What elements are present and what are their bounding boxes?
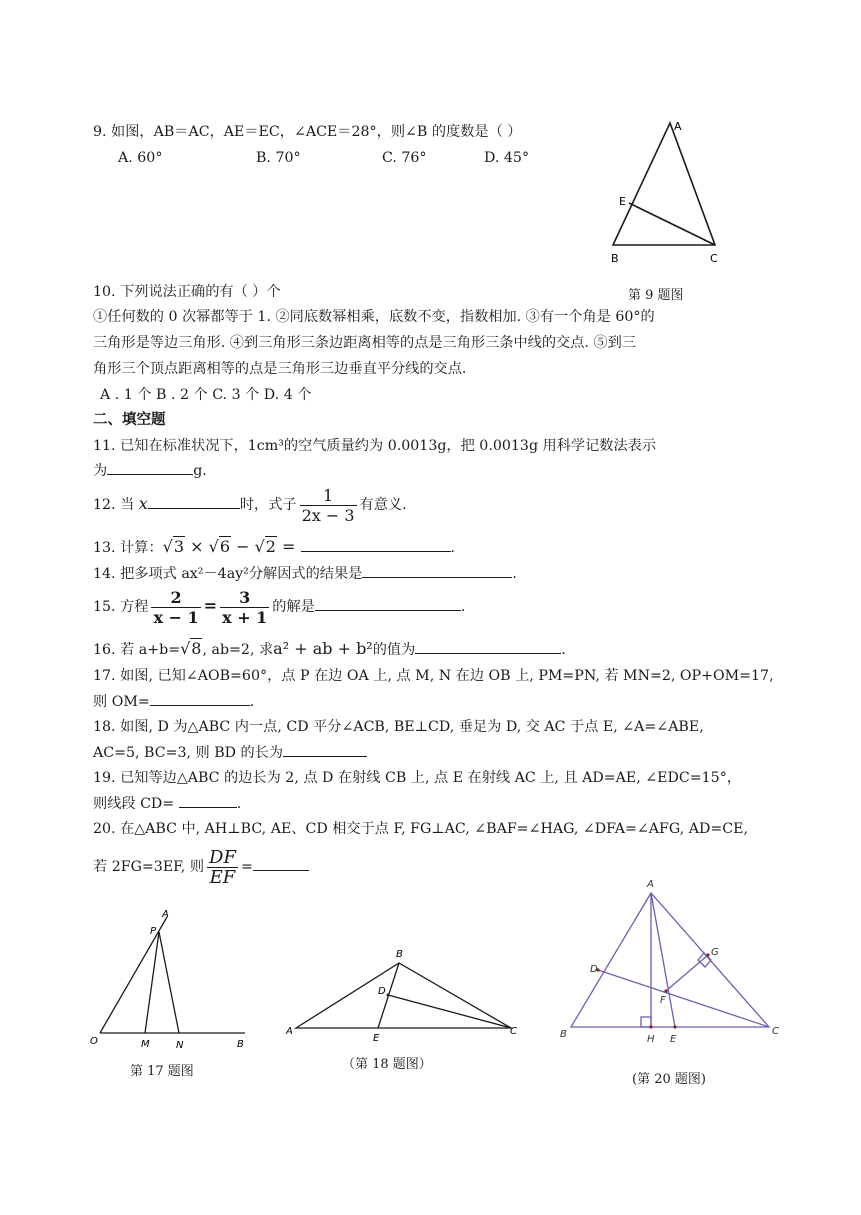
q20-triangle bbox=[571, 893, 769, 1027]
q20-label-d: D bbox=[590, 964, 598, 975]
q9-triangle bbox=[613, 123, 715, 245]
q18-label-d: D bbox=[378, 986, 386, 997]
q9-stem: 9. 如图，AB＝AC，AE＝EC，∠ACE＝28°，则∠B 的度数是（ ） bbox=[93, 124, 522, 140]
q18-line2: AC=5, BC=3, 则 BD 的长为 bbox=[93, 742, 367, 763]
q17-label-p: P bbox=[150, 926, 157, 937]
q15-fraction-left: $\frac{2}{x - 1}$ bbox=[153, 587, 199, 627]
q16-mid: , ab=2, 求 bbox=[202, 642, 274, 658]
q9-option-d: D. 45° bbox=[484, 150, 530, 166]
q20-figure bbox=[556, 875, 786, 1050]
q11-blank bbox=[107, 460, 193, 475]
q12-numerator: 1 bbox=[300, 486, 357, 506]
q18-label-a: A bbox=[286, 1026, 293, 1037]
q18-segment-cd bbox=[388, 995, 511, 1028]
q18-triangle bbox=[296, 963, 511, 1028]
q12-prefix: 12. 当 bbox=[93, 497, 135, 513]
q18-figure bbox=[280, 940, 525, 1050]
q15-line: 15. 方程 $\frac{2}{x - 1}$ = $\frac{3}{x + 1}$ 的解是 . bbox=[93, 587, 466, 627]
q12-denominator: 2x − 3 bbox=[301, 505, 355, 525]
q20-label-f: F bbox=[660, 995, 666, 1006]
q19-line1: 19. 已知等边△ABC 的边长为 2, 点 D 在射线 CB 上, 点 E 在射线 AC 上, 且 AD=AE, ∠EDC=15°， bbox=[93, 770, 741, 786]
q9-label-c: C bbox=[710, 252, 718, 265]
q17-label-m: M bbox=[141, 1039, 150, 1050]
q16-mid2: 的值为 bbox=[372, 642, 416, 658]
q16-prefix: 16. 若 a+b= bbox=[93, 642, 181, 658]
q9-option-b: B. 70° bbox=[256, 150, 301, 166]
q20-label-b: B bbox=[560, 1029, 567, 1040]
q14-blank bbox=[362, 563, 512, 578]
q11-line1: 11. 已知在标准状况下，1cm³的空气质量约为 0.0013g，把 0.0013g 用科学记数法表示 bbox=[93, 438, 657, 454]
q18-point-d bbox=[387, 994, 390, 997]
q16-expr: a² + ab + b² bbox=[273, 639, 373, 658]
q9-label-a: A bbox=[674, 120, 682, 133]
q13-suffix: . bbox=[450, 540, 456, 556]
q15-fraction-right: $\frac{3}{x + 1}$ bbox=[222, 587, 268, 627]
q17-blank bbox=[150, 691, 250, 706]
q19-blank bbox=[179, 793, 237, 808]
q20-label-a: A bbox=[647, 879, 654, 890]
q11-line2 bbox=[93, 460, 207, 481]
q20-segment-ae bbox=[651, 893, 675, 1027]
q16-sqrt: √8 bbox=[180, 639, 202, 658]
q10-body-2: 三角形是等边三角形. ④到三角形三条边距离相等的点是三角形三条中线的交点. ⑤到三 bbox=[93, 335, 636, 351]
q17-figure bbox=[85, 905, 260, 1055]
q18-label-e: E bbox=[373, 1033, 380, 1044]
q20-line1: 20. 在△ABC 中, AH⊥BC, AE、CD 相交于点 F, FG⊥AC, ∠BAF=∠HAG, ∠DFA=∠AFG, AD=CE, bbox=[93, 821, 748, 837]
q15-suffix: . bbox=[460, 599, 466, 615]
q20-blank bbox=[253, 856, 309, 871]
q10-stem: 10. 下列说法正确的有（ ）个 bbox=[93, 284, 281, 300]
q17-label-b: B bbox=[237, 1039, 244, 1050]
q20-label-h: H bbox=[647, 1034, 655, 1045]
q19-line2: 则线段 CD= . bbox=[93, 793, 241, 814]
q14-line bbox=[93, 563, 517, 584]
q13-sqrt-b: √6 bbox=[208, 537, 230, 556]
q20-label-g: G bbox=[711, 947, 719, 958]
q13-sqrt-c: √2 bbox=[254, 537, 276, 556]
q10-options: A . 1 个 B . 2 个 C. 3 个 D. 4 个 bbox=[100, 387, 312, 403]
q11-prefix: 为 bbox=[93, 463, 108, 479]
q17-line1: 17. 如图, 已知∠AOB=60°，点 P 在边 OA 上, 点 M, N 在边 OB 上, PM=PN, 若 MN=2, OP+OM=17, bbox=[93, 668, 774, 684]
q20-line2: 若 2FG=3EF, 则 $\frac{DF}{EF}$ = bbox=[93, 844, 309, 890]
q17-label-o: O bbox=[90, 1036, 98, 1047]
q9-label-e: E bbox=[619, 195, 626, 208]
q18-label-b: B bbox=[396, 949, 403, 960]
q16-blank bbox=[415, 639, 561, 654]
q13-sqrt-a: √3 bbox=[162, 537, 185, 556]
q16-suffix: . bbox=[561, 642, 566, 658]
q9-label-b: B bbox=[611, 252, 619, 265]
q15-blank bbox=[315, 596, 461, 611]
q20-fraction: $\frac{DF}{EF}$ bbox=[209, 846, 236, 888]
q12-mid: 时，式子 bbox=[239, 497, 297, 513]
q17-ray-oa bbox=[100, 917, 167, 1033]
q9-figure bbox=[600, 115, 730, 275]
q10-body-1: ①任何数的 0 次幂都等于 1. ②同底数幂相乘，底数不变，指数相加. ③有一个角是 60°的 bbox=[93, 309, 655, 325]
q20-right-angle-h bbox=[641, 1017, 651, 1027]
q18-label-c: C bbox=[510, 1026, 517, 1037]
q20-label-c: C bbox=[772, 1026, 779, 1037]
q15-prefix: 15. 方程 bbox=[93, 599, 149, 615]
q14-prefix: 14. 把多项式 ax²－4ay²分解因式的结果是 bbox=[93, 566, 363, 582]
q14-suffix: . bbox=[512, 566, 517, 582]
q17-label-a: A bbox=[162, 909, 169, 920]
q18-figure-caption: （第 18 题图） bbox=[342, 1057, 432, 1072]
q15-mid: 的解是 bbox=[272, 599, 315, 615]
q12-suffix: 有意义. bbox=[359, 497, 407, 513]
q17-segment-pn bbox=[159, 932, 179, 1033]
q9-figure-caption: 第 9 题图 bbox=[628, 288, 684, 303]
q20-segment-fg bbox=[666, 955, 708, 991]
q17-segment-pm bbox=[145, 932, 159, 1033]
q12-line bbox=[93, 485, 407, 525]
q13-blank bbox=[301, 537, 451, 552]
q13-prefix: 13. 计算： bbox=[93, 540, 163, 556]
q10-body-3: 角形三个顶点距离相等的点是三角形三边垂直平分线的交点. bbox=[93, 361, 467, 377]
q13-line: 13. 计算：√3 × √6 − √2 = . bbox=[93, 537, 456, 556]
q11-suffix: g. bbox=[193, 463, 207, 479]
q9-option-a: A. 60° bbox=[118, 150, 163, 166]
q17-figure-caption: 第 17 题图 bbox=[130, 1064, 194, 1079]
q20-figure-caption: (第 20 题图) bbox=[632, 1072, 706, 1087]
q12-fraction bbox=[300, 486, 357, 525]
q12-var: x bbox=[138, 494, 148, 513]
q9-option-c: C. 76° bbox=[382, 150, 427, 166]
q17-label-n: N bbox=[176, 1040, 184, 1051]
q18-blank bbox=[283, 742, 367, 757]
q17-line2: 则 OM= . bbox=[93, 691, 254, 712]
q18-line1: 18. 如图, D 为△ABC 内一点, CD 平分∠ACB, BE⊥CD, 垂足为 D, 交 AC 于点 E, ∠A=∠ABE, bbox=[93, 719, 704, 735]
section-title-fill-blank: 二、填空题 bbox=[93, 412, 166, 428]
q12-blank bbox=[148, 494, 240, 509]
q16-line bbox=[93, 639, 566, 660]
q20-label-e: E bbox=[670, 1034, 677, 1045]
